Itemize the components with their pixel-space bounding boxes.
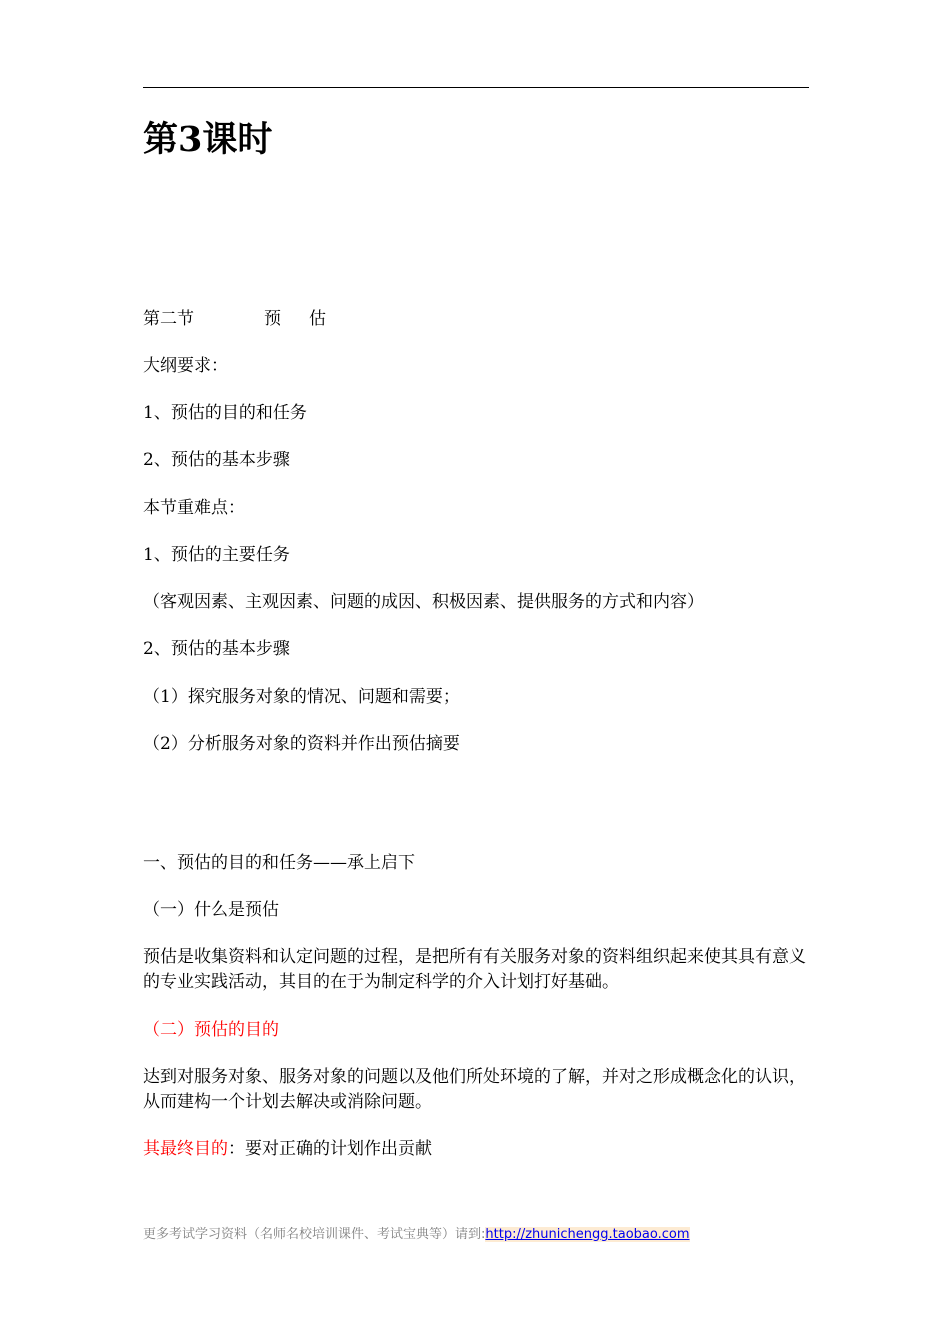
footer [143, 1225, 690, 1245]
lesson-heading: 第3课时 [143, 119, 273, 160]
sub-one-title: （一）什么是预估 [143, 900, 279, 920]
outline-item: 2、预估的基本步骤 [143, 450, 290, 470]
final-goal [143, 1137, 432, 1161]
section-title-char-2: 估 [309, 309, 326, 329]
final-goal-label: 其最终目的 [143, 1139, 228, 1159]
sub-one-body: 预估是收集资料和认定问题的过程，是把所有有关服务对象的资料组织起来使其具有意义的专业实践活动，其目的在于为制定科学的介入计划打好基础。 [143, 947, 806, 992]
keypoint-item: （1）探究服务对象的情况、问题和需要； [143, 687, 460, 707]
keypoint-item: （2）分析服务对象的资料并作出预估摘要 [143, 734, 460, 754]
footer-text: 更多考试学习资料（名师名校培训课件、考试宝典等）请到: [143, 1227, 486, 1242]
keypoint-item: 1、预估的主要任务 [143, 545, 290, 565]
section-label: 第二节 [143, 309, 194, 329]
keypoint-item: 2、预估的基本步骤 [143, 639, 290, 659]
keypoint-item: （客观因素、主观因素、问题的成因、积极因素、提供服务的方式和内容） [143, 592, 704, 612]
section-title-char-1: 预 [264, 309, 281, 329]
section-title [143, 307, 326, 331]
part-one-title: 一、预估的目的和任务——承上启下 [143, 853, 415, 873]
final-goal-text: ：要对正确的计划作出贡献 [228, 1139, 432, 1159]
sub-two-title: （二）预估的目的 [143, 1020, 279, 1040]
header-rule [143, 87, 809, 88]
outline-item: 1、预估的目的和任务 [143, 403, 307, 423]
outline-label: 大纲要求： [143, 356, 228, 376]
footer-link[interactable]: http://zhunichengg.taobao.com [485, 1227, 690, 1242]
keypoints-label: 本节重难点： [143, 498, 245, 518]
sub-two-body: 达到对服务对象、服务对象的问题以及他们所处环境的了解，并对之形成概念化的认识，从而建构一个计划去解决或消除问题。 [143, 1067, 806, 1112]
